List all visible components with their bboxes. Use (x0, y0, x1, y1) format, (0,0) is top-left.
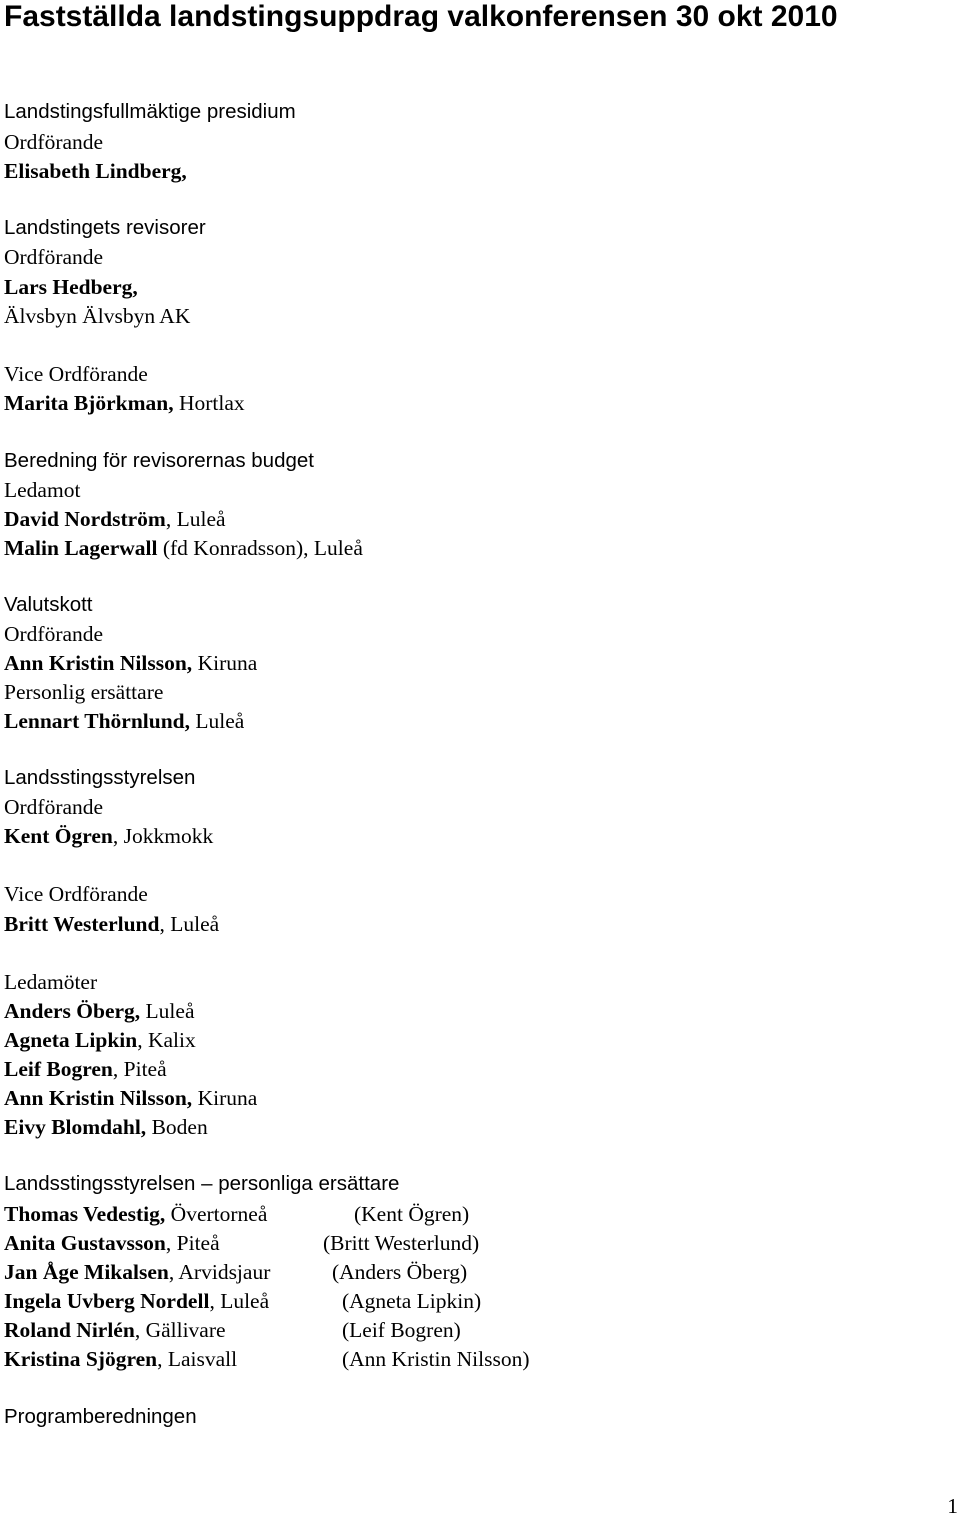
table-row: Ingela Uvberg Nordell, Luleå (4, 1289, 270, 1313)
person-entry: Britt Westerlund, Luleå (4, 912, 220, 936)
list-item: Agneta Lipkin, Kalix (4, 1028, 196, 1052)
role-label: Ordförande (4, 795, 104, 819)
list-item: Anders Öberg, Luleå (4, 999, 195, 1023)
person-entry: Malin Lagerwall (fd Konradsson), Luleå (4, 536, 363, 560)
person-entry: Marita Björkman, Hortlax (4, 391, 245, 415)
table-cell-substitute: (Anders Öberg) (332, 1260, 468, 1284)
section-heading-valutskott: Valutskott (4, 593, 93, 616)
section-heading-ersattare: Landsstingsstyrelsen – personliga ersättare (4, 1172, 400, 1195)
list-item: Ann Kristin Nilsson, Kiruna (4, 1086, 258, 1110)
role-label: Ledamöter (4, 970, 98, 994)
table-cell-substitute: (Agneta Lipkin) (342, 1289, 482, 1313)
table-cell-substitute: (Leif Bogren) (342, 1318, 461, 1342)
list-item: Eivy Blomdahl, Boden (4, 1115, 208, 1139)
person-name: Elisabeth Lindberg, (4, 159, 187, 183)
table-row: Roland Nirlén, Gällivare (4, 1318, 226, 1342)
person-entry: Ann Kristin Nilsson, Kiruna (4, 651, 258, 675)
role-label: Ordförande (4, 622, 104, 646)
role-label: Ordförande (4, 245, 104, 269)
list-item: Leif Bogren, Piteå (4, 1057, 167, 1081)
page-number: 1 (947, 1494, 958, 1518)
section-heading-programberedningen: Programberedningen (4, 1405, 197, 1428)
person-entry: David Nordström, Luleå (4, 507, 226, 531)
section-heading-budget: Beredning för revisorernas budget (4, 449, 314, 472)
person-entry: Lennart Thörnlund, Luleå (4, 709, 245, 733)
table-row: Thomas Vedestig, Övertorneå (4, 1202, 268, 1226)
section-heading-styrelsen: Landsstingsstyrelsen (4, 766, 196, 789)
section-heading-revisorer: Landstingets revisorer (4, 216, 206, 239)
role-label: Personlig ersättare (4, 680, 164, 704)
role-label: Ordförande (4, 130, 104, 154)
table-row: Kristina Sjögren, Laisvall (4, 1347, 238, 1371)
section-heading-presidium: Landstingsfullmäktige presidium (4, 100, 296, 123)
person-entry: Kent Ögren, Jokkmokk (4, 824, 214, 848)
table-row: Anita Gustavsson, Piteå (4, 1231, 220, 1255)
table-cell-substitute: (Ann Kristin Nilsson) (342, 1347, 530, 1371)
table-cell-substitute: (Kent Ögren) (354, 1202, 470, 1226)
person-name: Lars Hedberg, (4, 275, 138, 299)
document-title: Fastställda landstingsuppdrag valkonferensen 30 okt 2010 (4, 0, 838, 33)
role-label: Ledamot (4, 478, 81, 502)
table-cell-substitute: (Britt Westerlund) (323, 1231, 480, 1255)
person-place: Älvsbyn Älvsbyn AK (4, 304, 191, 328)
role-label: Vice Ordförande (4, 362, 148, 386)
table-row: Jan Åge Mikalsen, Arvidsjaur (4, 1260, 271, 1284)
role-label: Vice Ordförande (4, 882, 148, 906)
